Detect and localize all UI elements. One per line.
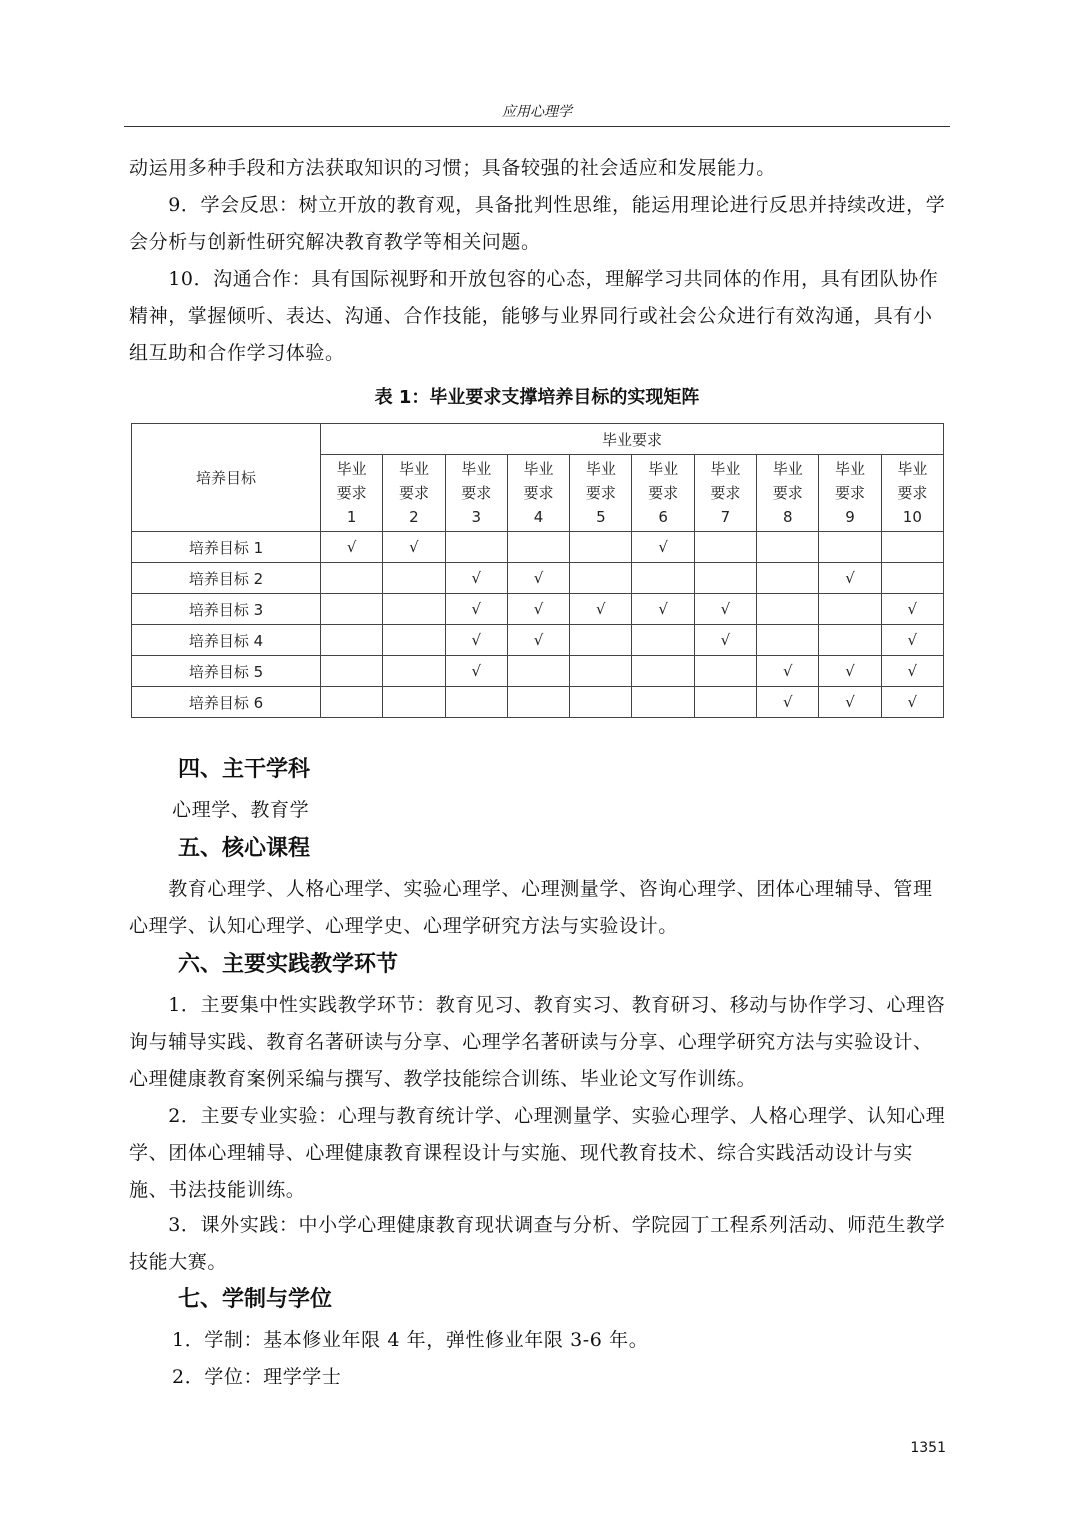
- requirement-header-2: [383, 455, 445, 532]
- check-cell: [694, 594, 756, 625]
- degree-item-2: 2．学位：理学学士: [172, 1366, 342, 1388]
- check-mark-icon: √: [845, 569, 855, 587]
- requirement-header-line: 毕业: [710, 460, 741, 478]
- empty-cell: [383, 656, 445, 687]
- check-mark-icon: √: [845, 693, 855, 711]
- paragraph-continuation: 动运用多种手段和方法获取知识的习惯；具备较强的社会适应和发展能力。: [129, 157, 776, 179]
- check-mark-icon: √: [658, 538, 668, 556]
- requirement-header-line: 要求: [648, 484, 679, 502]
- goal-label-cell: 培养目标 4: [132, 625, 321, 656]
- empty-cell: [757, 594, 819, 625]
- degree-item-1: 1．学制：基本修业年限 4 年，弹性修业年限 3-6 年。: [172, 1329, 649, 1351]
- goal-label-cell: 培养目标 1: [132, 532, 321, 563]
- goal-requirement-matrix: [131, 423, 944, 718]
- empty-cell: [757, 563, 819, 594]
- empty-cell: [445, 687, 507, 718]
- section-heading-5: 五、核心课程: [178, 836, 311, 861]
- empty-cell: [819, 594, 881, 625]
- check-mark-icon: √: [533, 600, 544, 618]
- requirement-header-line: 要求: [772, 484, 803, 502]
- empty-cell: [321, 687, 383, 718]
- requirement-header-line: 毕业: [772, 460, 803, 478]
- requirement-header-line: 要求: [398, 484, 429, 502]
- requirement-header-line: 毕业: [336, 460, 367, 478]
- empty-cell: [694, 532, 756, 563]
- requirement-header-6: [632, 455, 694, 532]
- check-cell: [507, 625, 569, 656]
- check-mark-icon: √: [346, 538, 357, 556]
- requirement-header-8: [757, 455, 819, 532]
- check-cell: [507, 594, 569, 625]
- group-header-cell: 毕业要求: [321, 424, 944, 455]
- requirement-header-line: 6: [658, 508, 668, 526]
- matrix-body: [132, 532, 944, 718]
- empty-cell: [321, 625, 383, 656]
- requirement-header-1: [321, 455, 383, 532]
- check-cell: [757, 656, 819, 687]
- practice-item-1: 1．主要集中性实践教学环节：教育见习、教育实习、教育研习、移动与协作学习、心理咨询与辅导实践、教育名著研读与分享、心理学名著研读与分享、心理学研究方法与实验设计、心理健康教育案例采编与撰写、教学技能综合训练、毕业论文写作训练。: [129, 994, 946, 1090]
- empty-cell: [570, 532, 632, 563]
- empty-cell: [694, 563, 756, 594]
- check-mark-icon: √: [533, 569, 544, 587]
- requirement-header-line: 4: [533, 508, 544, 526]
- empty-cell: [570, 563, 632, 594]
- check-mark-icon: √: [782, 693, 793, 711]
- running-header: 应用心理学: [124, 98, 950, 127]
- check-mark-icon: √: [533, 631, 544, 649]
- table-row: [132, 563, 944, 594]
- table-row: [132, 594, 944, 625]
- empty-cell: [632, 656, 694, 687]
- check-mark-icon: √: [471, 662, 482, 680]
- empty-cell: [383, 625, 445, 656]
- check-cell: [881, 594, 943, 625]
- check-mark-icon: √: [907, 662, 918, 680]
- check-mark-icon: √: [409, 538, 419, 556]
- check-cell: [881, 687, 943, 718]
- requirement-header-line: 3: [471, 508, 482, 526]
- table-row: [132, 532, 944, 563]
- check-mark-icon: √: [658, 600, 668, 618]
- empty-cell: [570, 625, 632, 656]
- empty-cell: [694, 656, 756, 687]
- empty-cell: [570, 687, 632, 718]
- check-mark-icon: √: [596, 600, 606, 618]
- check-mark-icon: √: [907, 693, 918, 711]
- empty-cell: [881, 563, 943, 594]
- check-cell: [570, 594, 632, 625]
- check-mark-icon: √: [907, 631, 918, 649]
- check-cell: [445, 594, 507, 625]
- requirement-header-line: 2: [409, 508, 419, 526]
- check-cell: [445, 563, 507, 594]
- requirement-header-line: 要求: [835, 484, 866, 502]
- empty-cell: [383, 594, 445, 625]
- requirement-header-7: [694, 455, 756, 532]
- table-row: [132, 687, 944, 718]
- requirement-header-10: [881, 455, 943, 532]
- practice-item-3: 3．课外实践：中小学心理健康教育现状调查与分析、学院园丁工程系列活动、师范生教学技能大赛。: [129, 1214, 946, 1273]
- requirement-header-line: 要求: [523, 484, 554, 502]
- empty-cell: [819, 532, 881, 563]
- check-cell: [881, 625, 943, 656]
- empty-cell: [819, 625, 881, 656]
- table-row: [132, 625, 944, 656]
- check-cell: [632, 532, 694, 563]
- table-caption: 表 1：毕业要求支撑培养目标的实现矩阵: [374, 387, 700, 408]
- requirement-header-line: 要求: [336, 484, 367, 502]
- check-cell: [445, 625, 507, 656]
- table-row: [132, 656, 944, 687]
- check-cell: [757, 687, 819, 718]
- section-body-5: 教育心理学、人格心理学、实验心理学、心理测量学、咨询心理学、团体心理辅导、管理心理学、认知心理学、心理学史、心理学研究方法与实验设计。: [129, 878, 933, 937]
- goal-label-cell: 培养目标 5: [132, 656, 321, 687]
- empty-cell: [632, 687, 694, 718]
- requirement-header-line: 10: [902, 508, 922, 526]
- requirement-header-line: 要求: [461, 484, 492, 502]
- requirement-header-line: 要求: [897, 484, 928, 502]
- empty-cell: [632, 625, 694, 656]
- requirement-header-line: 毕业: [398, 460, 429, 478]
- requirement-header-line: 毕业: [461, 460, 492, 478]
- requirement-header-line: 毕业: [585, 460, 616, 478]
- paragraph-item-10: 10．沟通合作：具有国际视野和开放包容的心态，理解学习共同体的作用，具有团队协作精神，掌握倾听、表达、沟通、合作技能，能够与业界同行或社会公众进行有效沟通，具有小组互助和合作学习体验。: [129, 268, 939, 364]
- check-mark-icon: √: [471, 600, 482, 618]
- requirement-header-line: 9: [845, 508, 855, 526]
- check-cell: [694, 625, 756, 656]
- requirement-header-line: 5: [596, 508, 606, 526]
- requirement-header-5: [570, 455, 632, 532]
- check-mark-icon: √: [471, 631, 482, 649]
- requirement-header-line: 要求: [710, 484, 741, 502]
- empty-cell: [321, 563, 383, 594]
- empty-cell: [321, 656, 383, 687]
- section-heading-6: 六、主要实践教学环节: [178, 952, 399, 977]
- empty-cell: [507, 687, 569, 718]
- check-cell: [445, 656, 507, 687]
- check-cell: [819, 656, 881, 687]
- row-header-cell: 培养目标: [132, 424, 321, 532]
- empty-cell: [383, 687, 445, 718]
- empty-cell: [445, 532, 507, 563]
- check-cell: [819, 563, 881, 594]
- section-body-4: 心理学、教育学: [172, 799, 310, 821]
- check-mark-icon: √: [782, 662, 793, 680]
- empty-cell: [694, 687, 756, 718]
- goal-label-cell: 培养目标 6: [132, 687, 321, 718]
- check-mark-icon: √: [907, 600, 918, 618]
- check-cell: [383, 532, 445, 563]
- check-mark-icon: √: [471, 569, 482, 587]
- requirement-header-9: [819, 455, 881, 532]
- paragraph-item-9: 9．学会反思：树立开放的教育观，具备批判性思维，能运用理论进行反思并持续改进，学会分析与创新性研究解决教育教学等相关问题。: [129, 194, 946, 253]
- requirement-header-line: 毕业: [835, 460, 866, 478]
- empty-cell: [507, 532, 569, 563]
- goal-label-cell: 培养目标 2: [132, 563, 321, 594]
- check-cell: [321, 532, 383, 563]
- check-cell: [507, 563, 569, 594]
- empty-cell: [507, 656, 569, 687]
- empty-cell: [757, 532, 819, 563]
- requirement-header-3: [445, 455, 507, 532]
- page-number: 1351: [910, 1440, 946, 1456]
- requirement-header-line: 毕业: [648, 460, 679, 478]
- check-mark-icon: √: [845, 662, 855, 680]
- empty-cell: [757, 625, 819, 656]
- check-cell: [881, 656, 943, 687]
- empty-cell: [632, 563, 694, 594]
- goal-label-cell: 培养目标 3: [132, 594, 321, 625]
- section-heading-7: 七、学制与学位: [178, 1287, 333, 1312]
- requirement-header-line: 7: [720, 508, 731, 526]
- requirement-header-line: 毕业: [523, 460, 554, 478]
- requirement-header-line: 1: [346, 508, 357, 526]
- check-cell: [819, 687, 881, 718]
- empty-cell: [881, 532, 943, 563]
- empty-cell: [570, 656, 632, 687]
- check-mark-icon: √: [720, 631, 731, 649]
- requirement-header-line: 8: [782, 508, 793, 526]
- empty-cell: [383, 563, 445, 594]
- practice-item-2: 2．主要专业实验：心理与教育统计学、心理测量学、实验心理学、人格心理学、认知心理学、团体心理辅导、心理健康教育课程设计与实施、现代教育技术、综合实践活动设计与实施、书法技能训练。: [129, 1105, 946, 1201]
- requirement-header-4: [507, 455, 569, 532]
- check-mark-icon: √: [720, 600, 731, 618]
- requirement-header-line: 要求: [585, 484, 616, 502]
- requirement-header-line: 毕业: [897, 460, 928, 478]
- empty-cell: [321, 594, 383, 625]
- check-cell: [632, 594, 694, 625]
- section-heading-4: 四、主干学科: [178, 757, 311, 782]
